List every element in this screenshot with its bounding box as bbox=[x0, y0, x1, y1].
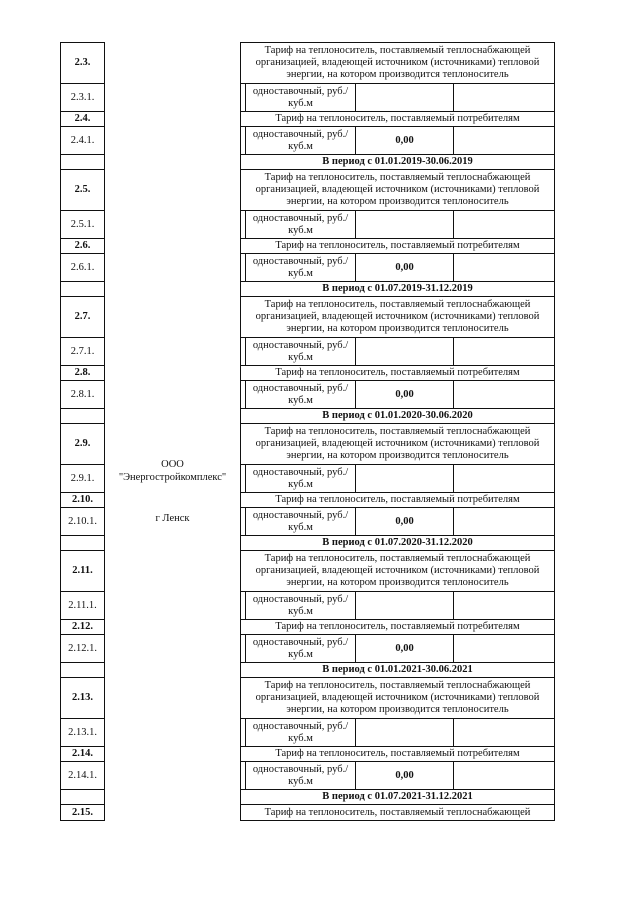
row-number: 2.7. bbox=[61, 297, 105, 338]
row-number: 2.9. bbox=[61, 424, 105, 465]
row-number: 2.11.1. bbox=[61, 592, 105, 620]
consumer-tariff-description: Тариф на теплоноситель, поставляемый потребителям bbox=[241, 747, 555, 762]
row-number: 2.10. bbox=[61, 493, 105, 508]
empty-value-cell bbox=[454, 592, 555, 620]
row-number-empty bbox=[61, 536, 105, 551]
unit-label: одноставочный, руб./куб.м bbox=[246, 762, 356, 790]
consumer-tariff-description: Тариф на теплоноситель, поставляемый потребителям bbox=[241, 366, 555, 381]
organization-name-line2: "Энергостройкомплекс" bbox=[118, 472, 227, 483]
tariff-table bbox=[60, 42, 555, 821]
unit-label: одноставочный, руб./куб.м bbox=[246, 719, 356, 747]
period-header: В период с 01.07.2019-31.12.2019 bbox=[241, 282, 555, 297]
tariff-value bbox=[356, 211, 454, 239]
row-number: 2.9.1. bbox=[61, 465, 105, 493]
row-number: 2.12.1. bbox=[61, 635, 105, 663]
period-header: В период с 01.01.2019-30.06.2019 bbox=[241, 155, 555, 170]
row-number: 2.3.1. bbox=[61, 84, 105, 112]
period-header: В период с 01.01.2020-30.06.2020 bbox=[241, 409, 555, 424]
row-number: 2.13.1. bbox=[61, 719, 105, 747]
tariff-value: 0,00 bbox=[356, 508, 454, 536]
unit-label: одноставочный, руб./куб.м bbox=[246, 635, 356, 663]
unit-label: одноставочный, руб./куб.м bbox=[246, 127, 356, 155]
supplier-tariff-description: Тариф на теплоноситель, поставляемый теплоснабжающей организацией, владеющей источником (источниками) тепловой энергии, на котором производится теплоноситель bbox=[241, 170, 555, 211]
consumer-tariff-description: Тариф на теплоноситель, поставляемый потребителям bbox=[241, 493, 555, 508]
empty-value-cell bbox=[454, 719, 555, 747]
row-number: 2.15. bbox=[61, 805, 105, 821]
row-number-empty bbox=[61, 409, 105, 424]
row-number: 2.12. bbox=[61, 620, 105, 635]
tariff-value bbox=[356, 338, 454, 366]
row-number: 2.8. bbox=[61, 366, 105, 381]
organization-name-line1: ООО bbox=[161, 459, 184, 470]
row-number: 2.8.1. bbox=[61, 381, 105, 409]
unit-label: одноставочный, руб./куб.м bbox=[246, 465, 356, 493]
row-number: 2.14. bbox=[61, 747, 105, 762]
tariff-value: 0,00 bbox=[356, 635, 454, 663]
unit-label: одноставочный, руб./куб.м bbox=[246, 338, 356, 366]
supplier-tariff-description: Тариф на теплоноситель, поставляемый теплоснабжающей организацией, владеющей источником (источниками) тепловой энергии, на котором производится теплоноситель bbox=[241, 678, 555, 719]
unit-label: одноставочный, руб./куб.м bbox=[246, 508, 356, 536]
consumer-tariff-description: Тариф на теплоноситель, поставляемый потребителям bbox=[241, 112, 555, 127]
row-number: 2.6. bbox=[61, 239, 105, 254]
row-number: 2.10.1. bbox=[61, 508, 105, 536]
empty-value-cell bbox=[454, 381, 555, 409]
row-number: 2.7.1. bbox=[61, 338, 105, 366]
tariff-value: 0,00 bbox=[356, 762, 454, 790]
unit-label: одноставочный, руб./куб.м bbox=[246, 381, 356, 409]
row-number-empty bbox=[61, 282, 105, 297]
period-header: В период с 01.07.2020-31.12.2020 bbox=[241, 536, 555, 551]
unit-label: одноставочный, руб./куб.м bbox=[246, 84, 356, 112]
consumer-tariff-description: Тариф на теплоноситель, поставляемый потребителям bbox=[241, 239, 555, 254]
row-number-empty bbox=[61, 155, 105, 170]
empty-value-cell bbox=[454, 338, 555, 366]
row-number: 2.5.1. bbox=[61, 211, 105, 239]
row-number: 2.4.1. bbox=[61, 127, 105, 155]
empty-value-cell bbox=[454, 84, 555, 112]
organization-block bbox=[107, 458, 238, 525]
tariff-value bbox=[356, 719, 454, 747]
row-number: 2.3. bbox=[61, 43, 105, 84]
supplier-tariff-description: Тариф на теплоноситель, поставляемый теплоснабжающей bbox=[241, 805, 555, 821]
supplier-tariff-description: Тариф на теплоноситель, поставляемый теплоснабжающей организацией, владеющей источником (источниками) тепловой энергии, на котором производится теплоноситель bbox=[241, 297, 555, 338]
unit-label: одноставочный, руб./куб.м bbox=[246, 254, 356, 282]
empty-value-cell bbox=[454, 127, 555, 155]
unit-label: одноставочный, руб./куб.м bbox=[246, 592, 356, 620]
row-number-empty bbox=[61, 663, 105, 678]
row-number: 2.11. bbox=[61, 551, 105, 592]
tariff-value: 0,00 bbox=[356, 254, 454, 282]
tariff-value: 0,00 bbox=[356, 127, 454, 155]
period-header: В период с 01.07.2021-31.12.2021 bbox=[241, 790, 555, 805]
tariff-value bbox=[356, 84, 454, 112]
row-number: 2.13. bbox=[61, 678, 105, 719]
row-number-empty bbox=[61, 790, 105, 805]
unit-label: одноставочный, руб./куб.м bbox=[246, 211, 356, 239]
row-number: 2.6.1. bbox=[61, 254, 105, 282]
organization-city: г Ленск bbox=[155, 513, 190, 524]
tariff-value bbox=[356, 592, 454, 620]
empty-value-cell bbox=[454, 465, 555, 493]
supplier-tariff-description: Тариф на теплоноситель, поставляемый теплоснабжающей организацией, владеющей источником (источниками) тепловой энергии, на котором производится теплоноситель bbox=[241, 551, 555, 592]
empty-value-cell bbox=[454, 211, 555, 239]
empty-value-cell bbox=[454, 635, 555, 663]
empty-value-cell bbox=[454, 508, 555, 536]
supplier-tariff-description: Тариф на теплоноситель, поставляемый теплоснабжающей организацией, владеющей источником (источниками) тепловой энергии, на котором производится теплоноситель bbox=[241, 43, 555, 84]
tariff-value: 0,00 bbox=[356, 381, 454, 409]
supplier-tariff-description: Тариф на теплоноситель, поставляемый теплоснабжающей организацией, владеющей источником (источниками) тепловой энергии, на котором производится теплоноситель bbox=[241, 424, 555, 465]
row-number: 2.5. bbox=[61, 170, 105, 211]
tariff-value bbox=[356, 465, 454, 493]
table-row bbox=[61, 43, 555, 84]
consumer-tariff-description: Тариф на теплоноситель, поставляемый потребителям bbox=[241, 620, 555, 635]
period-header: В период с 01.01.2021-30.06.2021 bbox=[241, 663, 555, 678]
organization-cell bbox=[105, 43, 241, 821]
row-number: 2.14.1. bbox=[61, 762, 105, 790]
empty-value-cell bbox=[454, 762, 555, 790]
empty-value-cell bbox=[454, 254, 555, 282]
row-number: 2.4. bbox=[61, 112, 105, 127]
